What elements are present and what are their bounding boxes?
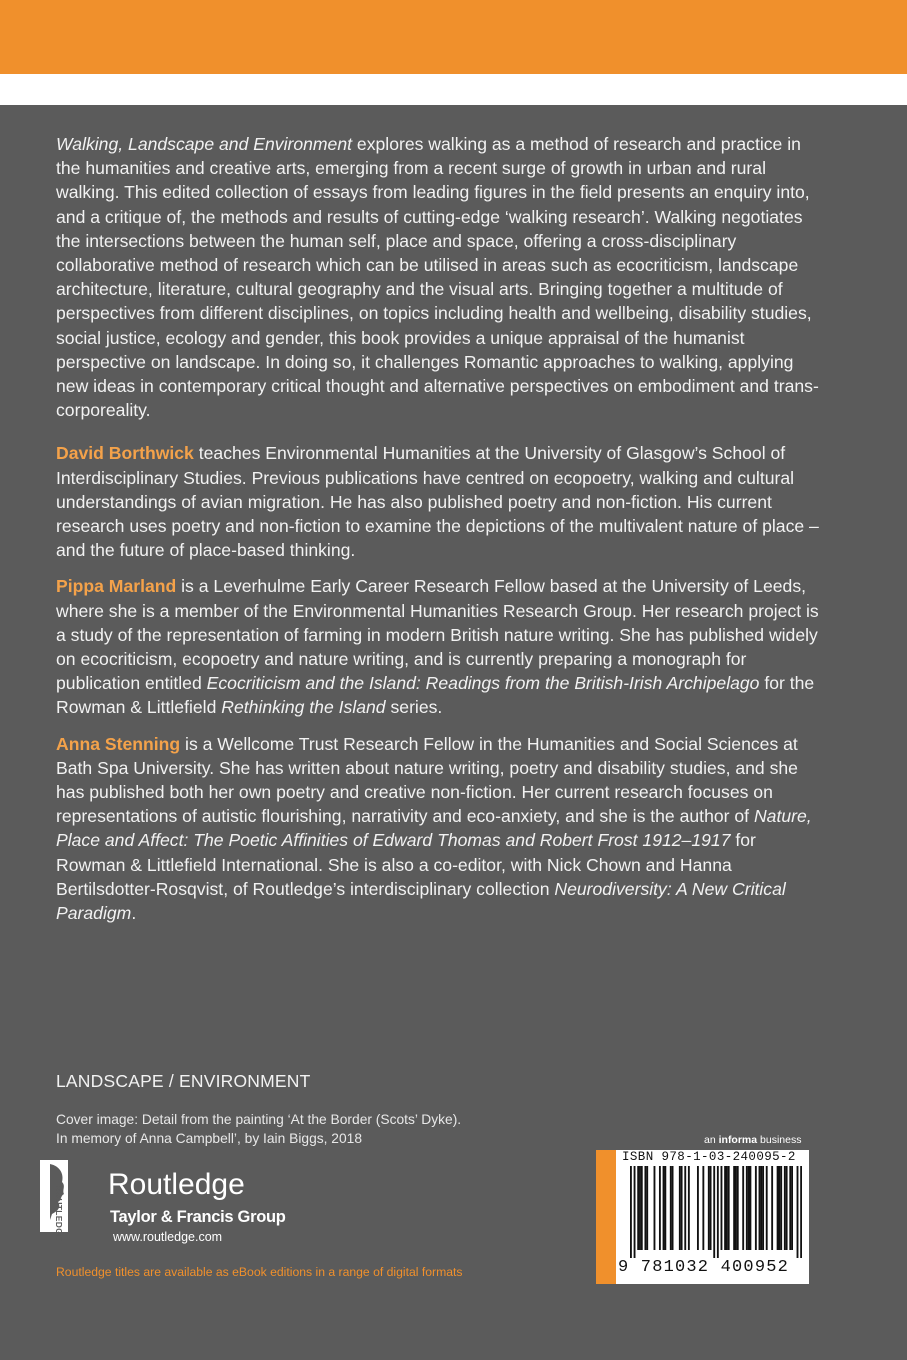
barcode-bar: [684, 1166, 686, 1250]
barcode-bar: [737, 1166, 739, 1250]
book-description: [56, 132, 821, 422]
barcode-bar: [664, 1166, 666, 1250]
barcode-bar: [778, 1166, 780, 1250]
barcode-bar: [789, 1166, 791, 1250]
barcode-bar: [697, 1166, 699, 1250]
ebook-note: Routledge titles are available as eBook editions in a range of digital formats: [56, 1265, 463, 1279]
barcode-bar: [797, 1166, 799, 1258]
description-text: explores walking as a method of research and practice in the humanities and creative arts, emerging from a recent surge of growth in urban and rural walking. This edited collection of essays from leading figures in the field presents an enquiry into, and a critique of, the methods and results of cutting-edge ‘walking research’. Walking negotiates the intersections between the human self, place and space, offering a cross-disciplinary collaborative method of research which can be utilised in areas such as ecocriticism, landscape architecture, literature, cultural geography and the visual arts. Bringing together a multitude of perspectives from different disciplines, on topics including health and wellbeing, disability studies, social justice, ecology and gender, this book provides a unique appraisal of the humanist perspective on landscape. In doing so, it challenges Romantic approaches to walking, applying new ideas in contemporary critical thought and alternative perspectives on embodiment and trans-corporeality.: [56, 134, 819, 421]
barcode-bar: [702, 1166, 704, 1250]
barcode-bar: [800, 1166, 802, 1258]
barcode-bar: [659, 1166, 661, 1250]
barcode-bar: [681, 1166, 683, 1250]
publisher-name-text: Routledge: [108, 1168, 245, 1201]
book-title: Walking, Landscape and Environment: [56, 134, 353, 154]
barcode-bar: [771, 1166, 773, 1250]
informa-prefix: an: [704, 1134, 719, 1146]
subject-category: LANDSCAPE / ENVIRONMENT: [56, 1071, 311, 1091]
barcode-bar: [724, 1166, 726, 1250]
white-band: [0, 74, 907, 105]
barcode-bar: [679, 1166, 681, 1250]
author-name: Pippa Marland: [56, 576, 177, 597]
barcode-bar: [717, 1166, 719, 1258]
barcode-bar: [735, 1166, 737, 1250]
barcode-bar: [688, 1166, 690, 1250]
bio-text: is a Wellcome Trust Research Fellow in the Humanities and Social Sciences at Bath Spa University. She has written about nature writing, poetry and disability studies, and she has published both her own poetry and creative non-fiction. Her current research focuses on representations of autistic flourishing, narrativity and eco-anxiety, and she is the author of: [56, 733, 798, 827]
barcode-bars: [630, 1166, 802, 1258]
bio-david-borthwick: [56, 441, 821, 562]
bio-text: is a Leverhulme Early Career Research Fellow based at the University of Leeds, where she is a member of the Environmental Humanities Research Group. Her research project is a study of the representation of farming in modern British nature writing. She has published widely on ecocriticism, ecopoetry and nature writing, and is currently preparing a monograph for publication entitled: [56, 576, 819, 694]
isbn-label: ISBN 978-1-03-240095-2: [622, 1150, 796, 1164]
barcode-bar: [777, 1166, 779, 1250]
barcode-bar: [760, 1166, 762, 1250]
cover-image-credit: [56, 1110, 461, 1148]
informa-bold: informa: [718, 1134, 758, 1146]
top-accent-band: [0, 0, 907, 74]
vertical-mark-text: ROUTLEDGE: [54, 1185, 64, 1242]
book-title: Nature, Place and Affect: The Poetic Affinities of Edward Thomas and Robert Frost 1912–1917: [56, 806, 812, 851]
barcode-bar: [644, 1166, 646, 1250]
barcode-bar: [654, 1166, 656, 1250]
author-name: Anna Stenning: [56, 733, 181, 754]
bio-text: .: [131, 903, 137, 924]
publisher-url: www.routledge.com: [113, 1230, 223, 1244]
barcode-bar: [733, 1166, 735, 1250]
collection-title: Neurodiversity: A New Critical Paradigm: [56, 878, 786, 924]
barcode-bar: [641, 1166, 643, 1250]
barcode-bar: [646, 1166, 648, 1250]
barcode-bar: [726, 1166, 728, 1250]
author-name: David Borthwick: [56, 443, 194, 464]
barcode-bar: [762, 1166, 764, 1250]
book-title: Ecocriticism and the Island: Readings from the British-Irish Archipelago: [206, 673, 760, 694]
bio-text: for Rowman & Littlefield International. She is also a co-editor, with Nick Chown and Hanna Bertilsdotter-Rosqvist, of Routledge’s interdisciplinary collection: [56, 830, 756, 899]
credit-line2: In memory of Anna Campbell’, by Iain Biggs, 2018: [56, 1131, 362, 1146]
bio-pippa-marland: [56, 574, 821, 719]
barcode-digits: 9 781032 400952: [618, 1258, 790, 1277]
barcode-bar: [710, 1166, 712, 1250]
bio-text: for the Rowman & Littlefield: [56, 673, 815, 718]
barcode-bar: [742, 1166, 744, 1250]
barcode-bar: [637, 1166, 639, 1250]
informa-business: [704, 1134, 801, 1146]
barcode-bar: [755, 1166, 757, 1250]
bio-anna-stenning: [56, 732, 821, 926]
credit-label: Cover image:: [56, 1112, 139, 1127]
publisher-group: Taylor & Francis Group: [110, 1208, 286, 1226]
publisher-name: [108, 1168, 245, 1202]
back-cover-text: [56, 132, 821, 937]
barcode-bar: [634, 1166, 636, 1258]
barcode-bar: [708, 1166, 710, 1250]
series-title: Rethinking the Island: [221, 697, 386, 718]
barcode-bar: [728, 1166, 730, 1250]
bio-text: teaches Environmental Humanities at the University of Glasgow’s School of Interdisciplinary Studies. Previous publications have centred on ecopoetry, walking and cultural understandings of avian migration. He has also published poetry and non-fiction. His current research uses poetry and non-fiction to examine the depictions of the multivalent nature of place – and the future of place-based thinking.: [56, 443, 819, 561]
barcode-bar: [721, 1166, 723, 1250]
routledge-vertical-wordmark: [44, 1183, 72, 1243]
barcode-bar: [780, 1166, 782, 1250]
informa-suffix: business: [757, 1134, 802, 1146]
barcode-bar: [786, 1166, 788, 1250]
barcode-bar: [749, 1166, 751, 1250]
barcode-bar: [713, 1166, 715, 1258]
barcode-bar: [639, 1166, 641, 1250]
barcode-bar: [791, 1166, 793, 1250]
barcode-bar: [663, 1166, 665, 1250]
barcode-bar: [784, 1166, 786, 1250]
barcode-bar: [672, 1166, 674, 1250]
barcode-bar: [670, 1166, 672, 1250]
barcode-bar: [746, 1166, 748, 1250]
barcode-bar: [759, 1166, 761, 1250]
barcode-bar: [766, 1166, 768, 1250]
credit-line1: Detail from the painting ‘At the Border (Scots’ Dyke).: [138, 1112, 462, 1127]
barcode-bar: [748, 1166, 750, 1250]
barcode-bar: [630, 1166, 632, 1258]
bio-text: series.: [385, 697, 443, 718]
